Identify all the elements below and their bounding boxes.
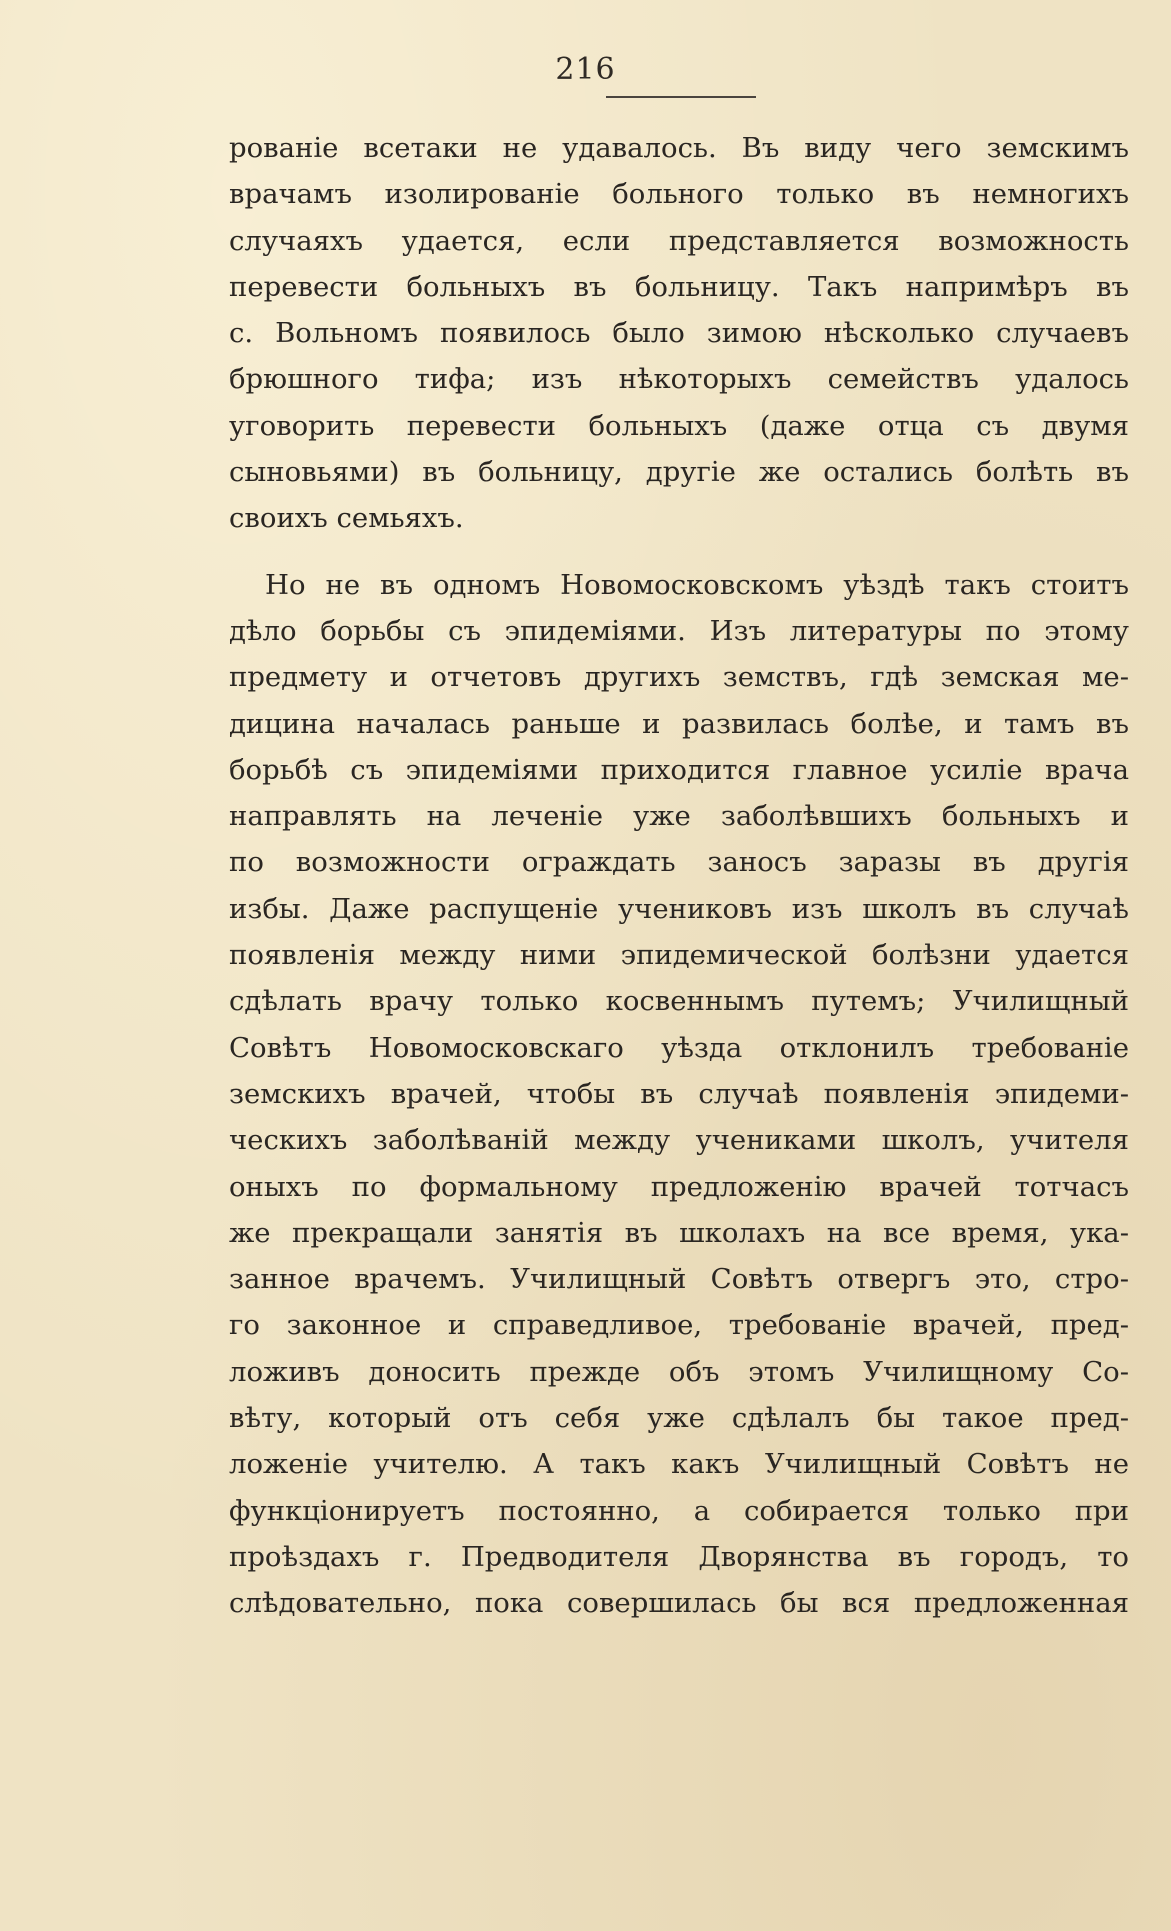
text-line: борьбѣ съ эпидеміями приходится главное усиліе врача <box>229 753 1129 786</box>
text-line: сыновьями) въ больницу, другіе же остались болѣть въ <box>229 456 1129 489</box>
text-line: сдѣлать врачу только косвеннымъ путемъ; Училищный <box>229 985 1129 1018</box>
text-line: брюшного тифа; изъ нѣкоторыхъ семействъ удалось <box>229 363 1129 396</box>
text-line: своихъ семьяхъ. <box>229 502 464 535</box>
text-line: с. Вольномъ появилось было зимою нѣсколько случаевъ <box>229 317 1129 350</box>
text-line: оныхъ по формальному предложенію врачей тотчасъ <box>229 1170 1129 1203</box>
text-line: по возможности ограждать заносъ заразы въ другія <box>229 846 1129 879</box>
text-line: проѣздахъ г. Предводителя Дворянства въ городъ, то <box>229 1540 1129 1573</box>
text-line: появленія между ними эпидемической болѣзни удается <box>229 939 1129 972</box>
text-line: направлять на леченіе уже заболѣвшихъ больныхъ и <box>229 800 1129 833</box>
text-line: предмету и отчетовъ другихъ земствъ, гдѣ земская ме- <box>229 661 1129 694</box>
text-line: ложивъ доносить прежде объ этомъ Училищному Со- <box>229 1355 1129 1388</box>
text-line: уговорить перевести больныхъ (даже отца съ двумя <box>229 409 1129 442</box>
text-line: избы. Даже распущеніе учениковъ изъ школъ въ случаѣ <box>229 892 1129 925</box>
text-line: функціонируетъ постоянно, а собирается только при <box>229 1494 1129 1527</box>
text-line: ческихъ заболѣваній между учениками школъ, учителя <box>229 1124 1129 1157</box>
text-line: земскихъ врачей, чтобы въ случаѣ появленія эпидеми- <box>229 1077 1129 1110</box>
text-line: вѣту, который отъ себя уже сдѣлалъ бы такое пред- <box>229 1402 1129 1435</box>
paragraph-1 <box>229 125 1129 542</box>
text-line: занное врачемъ. Училищный Совѣтъ отвергъ это, стро- <box>229 1263 1129 1296</box>
text-line: ложеніе учителю. А такъ какъ Училищный Совѣтъ не <box>229 1448 1129 1481</box>
text-line: же прекращали занятія въ школахъ на все время, ука- <box>229 1216 1129 1249</box>
text-line: рованіе всетаки не удавалось. Въ виду чего земскимъ <box>229 132 1129 164</box>
text-line: Но не въ одномъ Новомосковскомъ уѣздѣ такъ стоитъ <box>265 568 1129 601</box>
text-line: слѣдовательно, пока совершилась бы вся предложенная <box>229 1587 1129 1620</box>
text-line: Совѣтъ Новомосковскаго уѣзда отклонилъ требованіе <box>229 1031 1129 1064</box>
text-line: го законное и справедливое, требованіе врачей, пред- <box>229 1309 1129 1342</box>
text-line: врачамъ изолированіе больного только въ немногихъ <box>229 178 1129 211</box>
text-line: дицина началась раньше и развилась болѣе, и тамъ въ <box>229 707 1129 740</box>
text-line: случаяхъ удается, если представляется возможность <box>229 224 1129 257</box>
text-line: перевести больныхъ въ больницу. Такъ напримѣръ въ <box>229 270 1129 303</box>
page-number-rule <box>606 96 756 98</box>
page-number: 216 <box>555 52 616 87</box>
text-line: дѣло борьбы съ эпидеміями. Изъ литературы по этому <box>229 614 1129 647</box>
paragraph-2 <box>229 562 1129 1627</box>
body-text <box>229 125 1129 1627</box>
